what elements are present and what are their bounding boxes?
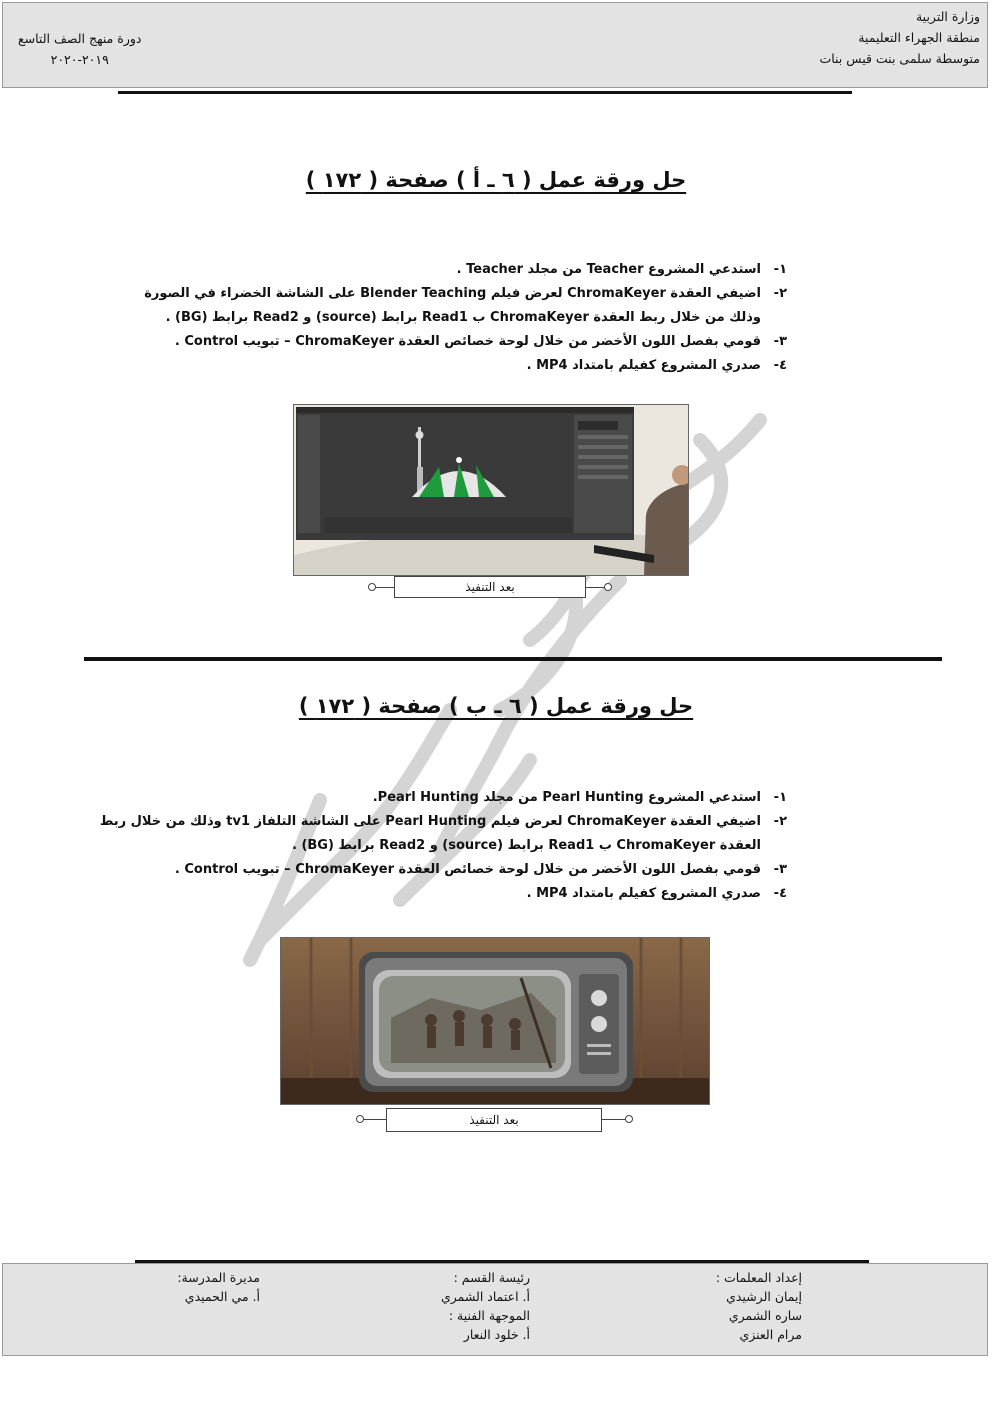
footer-principal — [177, 1268, 260, 1306]
section-b-title: حل ورقة عمل ( ٦ ـ ب ) صفحة ( ١٧٢ ) — [298, 694, 694, 718]
caption-knob-left-a — [368, 583, 376, 591]
blender-teaching-result-image — [293, 404, 689, 576]
list-item: ٢-اضيفي العقدة ChromaKeyer لعرض فيلم Pearl Hunting على الشاشة التلفاز tv1 وذلك من خلال ربط — [99, 814, 787, 829]
list-item: ١-استدعي المشروع Pearl Hunting من مجلد Pearl Hunting. — [372, 790, 787, 805]
list-item: ٣-قومي بفصل اللون الأخضر من خلال لوحة خصائص العقدة ChromaKeyer – تبويب Control . — [174, 334, 787, 349]
head-of-department-name: أ. اعتماد الشمري — [440, 1289, 530, 1304]
caption-knob-right-b — [625, 1115, 633, 1123]
teacher-name: مرام العنزي — [739, 1327, 802, 1342]
caption-after-execution-b: بعد التنفيذ — [386, 1108, 602, 1132]
supervisor-name: أ. خلود النعار — [463, 1327, 530, 1342]
list-item: ٤-صدري المشروع كفيلم بامتداد MP4 . — [526, 358, 787, 373]
tv-illustration — [281, 938, 709, 1104]
ministry-name: وزارة التربية — [915, 9, 980, 24]
list-item-continuation: وذلك من خلال ربط العقدة ChromaKeyer ب Read1 برابط (source) و Read2 برابط (BG) . — [165, 310, 761, 325]
list-item-continuation: العقدة ChromaKeyer ب Read1 برابط (source) و Read2 برابط (BG) . — [291, 838, 761, 853]
section-a-steps — [144, 258, 787, 378]
pearl-hunting-result-image — [280, 937, 710, 1105]
caption-after-execution-a: بعد التنفيذ — [394, 576, 586, 598]
header-rule — [118, 91, 852, 94]
list-item: ٣-قومي بفصل اللون الأخضر من خلال لوحة خصائص العقدة ChromaKeyer – تبويب Control . — [174, 862, 787, 877]
blender-screen-illustration — [294, 405, 688, 575]
course-name: دورة منهج الصف التاسع — [18, 31, 142, 46]
footer-department — [441, 1268, 530, 1344]
school-year: ٢٠١٩-٢٠٢٠ — [50, 52, 109, 67]
principal-name: أ. مي الحميدي — [184, 1289, 260, 1304]
prepared-by-label: إعداد المعلمات : — [715, 1270, 802, 1285]
header-course-info — [18, 28, 141, 70]
footer-teachers — [716, 1268, 802, 1344]
list-item: ١-استدعي المشروع Teacher من مجلد Teacher . — [456, 262, 787, 277]
section-divider — [84, 657, 942, 661]
caption-knob-left-b — [356, 1115, 364, 1123]
header-school-info — [819, 6, 980, 69]
region-name: منطقة الجهراء التعليمية — [858, 30, 980, 45]
school-name: متوسطة سلمى بنت قيس بنات — [819, 51, 980, 66]
list-item: ٢-اضيفي العقدة ChromaKeyer لعرض فيلم Blender Teaching على الشاشة الخضراء في الصورة — [144, 286, 787, 301]
principal-label: مديرة المدرسة: — [177, 1270, 260, 1285]
teacher-name: ساره الشمري — [728, 1308, 802, 1323]
head-of-department-label: رئيسة القسم : — [453, 1270, 530, 1285]
caption-knob-right-a — [604, 583, 612, 591]
list-item: ٤-صدري المشروع كفيلم بامتداد MP4 . — [526, 886, 787, 901]
supervisor-label: الموجهة الفنية : — [448, 1308, 530, 1323]
section-b-steps — [100, 786, 787, 906]
section-a-title: حل ورقة عمل ( ٦ ـ أ ) صفحة ( ١٧٢ ) — [305, 168, 687, 192]
teacher-name: إيمان الرشيدي — [726, 1289, 802, 1304]
